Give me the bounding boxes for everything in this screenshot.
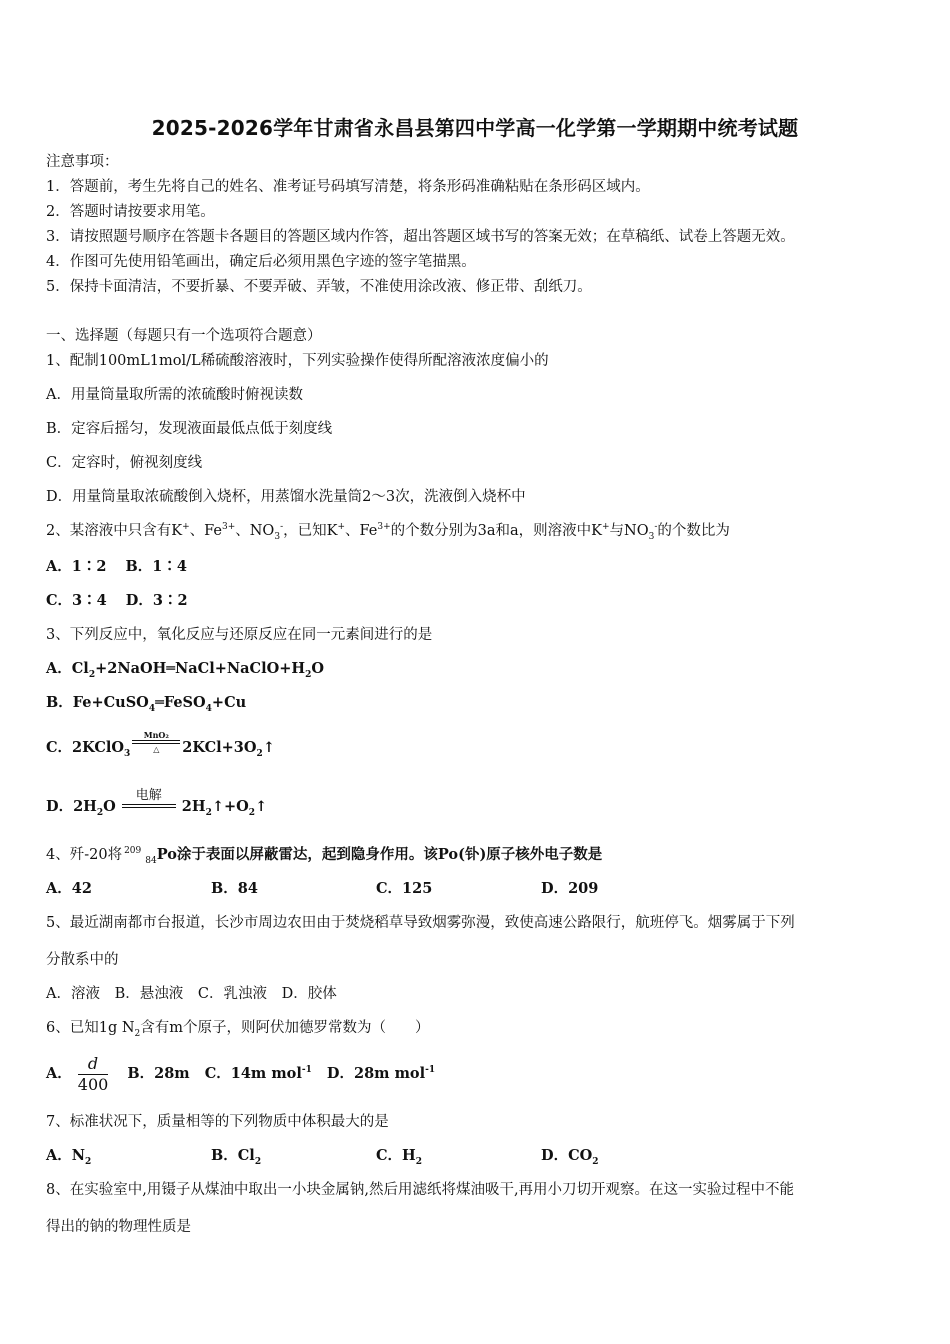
q3-d-double-line — [122, 804, 176, 808]
q2-sup-3: - — [280, 522, 284, 533]
q8-stem-line-1: 8、在实验室中,用镊子从煤油中取出一小块金属钠,然后用滤纸将煤油吸干,再用小刀切开观察。在这一实验过程中不能 — [46, 1182, 795, 1198]
q4-stem — [46, 845, 602, 865]
q2-sup-2: 3+ — [221, 522, 236, 533]
q4-option-c: C．125 — [376, 880, 433, 897]
q1-option-b: B．定容后摇匀，发现液面最低点低于刻度线 — [46, 421, 333, 437]
q6-c-sup: -1 — [301, 1065, 312, 1076]
q3-b-text-3: +Cu — [211, 694, 247, 711]
q6-text-2: 含有m个原子，则阿伏加德罗常数为（ ） — [140, 1020, 430, 1036]
q2-sup-5: 3+ — [377, 522, 391, 533]
q2-options-row-1 — [46, 557, 187, 577]
notice-item-3: 3．请按照题号顺序在答题卡各题目的答题区域内作答，超出答题区域书写的答案无效；在草稿纸、试卷上答题无效。 — [46, 229, 795, 245]
q3-option-d — [46, 788, 268, 818]
q6-sub-1: 2 — [134, 1028, 141, 1039]
q6-c-text: C．14m mol — [204, 1065, 302, 1082]
q3-stem: 3、下列反应中，氧化反应与还原反应在同一元素间进行的是 — [46, 627, 433, 643]
q7-d-sub: 2 — [592, 1156, 599, 1167]
q6-d-sup: -1 — [425, 1065, 436, 1076]
q7-c-text: C．H — [376, 1147, 416, 1164]
q4-options — [46, 879, 598, 899]
notice-item-5: 5．保持卡面清洁，不要折暴、不要弄破、弄皱，不准使用涂改液、修正带、刮纸刀。 — [46, 279, 592, 295]
q7-c-sub: 2 — [415, 1156, 423, 1167]
q1-option-c: C．定容时，俯视刻度线 — [46, 455, 203, 471]
q2-text-8: 的个数比为 — [657, 523, 730, 539]
q3-d-text-3: 2H — [181, 798, 206, 815]
q5-stem-line-2: 分散系中的 — [46, 952, 119, 968]
q3-d-text-4: ↑+O — [211, 798, 249, 815]
q3-d-text-2: O — [103, 798, 116, 815]
q3-c-text-2: 2KCl+3O — [182, 739, 257, 756]
notice-item-4: 4．作图可先使用铅笔画出，确定后必须用黑色字迹的签字笔描黑。 — [46, 254, 476, 270]
q4-option-b: B．84 — [211, 880, 258, 897]
q3-a-text-3: O — [311, 660, 324, 677]
q7-options — [46, 1146, 599, 1166]
q2-text-1: 2、某溶液中只含有K — [46, 523, 183, 539]
notice-item-2: 2．答题时请按要求用笔。 — [46, 204, 215, 220]
q3-b-text-2: ═FeSO — [155, 694, 206, 711]
q7-stem: 7、标准状况下，质量相等的下列物质中体积最大的是 — [46, 1114, 389, 1130]
q6-stem — [46, 1018, 430, 1038]
q2-text-3: 、NO — [235, 523, 275, 539]
q2-option-a: A．1∶2 — [46, 558, 107, 575]
q4-mass-number: 209 — [124, 846, 142, 857]
q3-c-catalyst: MnO₂ — [143, 730, 169, 740]
q3-c-text-1: C．2KClO — [46, 739, 125, 756]
q3-a-text-2: +2NaOH═NaCl+NaClO+H — [95, 660, 306, 677]
q4-text-2: Po涂于表面以屏蔽雷达，起到隐身作用。该Po(钋)原子核外电子数是 — [156, 846, 603, 863]
q2-text-2: 、Fe — [189, 523, 222, 539]
q6-option-a-label: A． — [46, 1065, 72, 1082]
page-title: 2025-2026学年甘肃省永昌县第四中学高一化学第一学期期中统考试题 — [151, 116, 799, 140]
q3-b-sub-2: 4 — [205, 703, 212, 714]
q2-text-7: 与NO — [609, 523, 649, 539]
q3-c-sub-2: 2 — [256, 748, 263, 759]
q3-c-text-3: ↑ — [262, 739, 275, 756]
q6-fraction-numerator: d — [87, 1053, 99, 1073]
section-heading: 一、选择题（每题只有一个选项符合题意） — [46, 328, 322, 344]
q6-fraction-denominator: 400 — [77, 1074, 109, 1094]
q2-sup-6: + — [602, 522, 610, 533]
q2-option-b: B．1∶4 — [125, 558, 187, 575]
q3-d-reaction-arrow — [122, 788, 176, 808]
q5-option-d: D．胶体 — [281, 986, 337, 1002]
q2-sub-3: 3 — [274, 531, 281, 542]
q7-a-text: A．N — [46, 1147, 86, 1164]
q1-stem: 1、配制100mL1mol/L稀硫酸溶液时，下列实验操作使得所配溶液浓度偏小的 — [46, 353, 549, 369]
q7-option-b — [211, 1146, 376, 1166]
q6-option-c — [205, 1052, 312, 1096]
q2-options-row-2 — [46, 591, 188, 611]
q6-d-text: D．28m mol — [326, 1065, 426, 1082]
q3-a-sub-2: 2 — [305, 669, 312, 680]
q3-b-sub-1: 4 — [148, 703, 156, 714]
q2-option-c: C．3∶4 — [46, 592, 107, 609]
q4-text-1: 4、歼-20将 — [46, 847, 123, 863]
q6-option-d — [327, 1052, 435, 1096]
q3-d-condition: 电解 — [135, 788, 162, 803]
q3-c-reaction-arrow — [132, 730, 180, 754]
q5-option-c: C．乳浊液 — [197, 986, 267, 1002]
q7-option-c — [376, 1146, 541, 1166]
q3-c-sub-1: 3 — [124, 748, 131, 759]
q3-d-text-1: D．2H — [46, 798, 97, 815]
q1-option-d: D．用量筒量取浓硫酸倒入烧杯，用蒸馏水洗量筒2～3次，洗液倒入烧杯中 — [46, 489, 526, 505]
q5-option-a: A．溶液 — [46, 986, 100, 1002]
q7-option-a — [46, 1146, 211, 1166]
q5-option-b: B．悬浊液 — [114, 986, 184, 1002]
q5-options — [46, 984, 337, 1004]
notice-item-1: 1．答题前，考生先将自己的姓名、准考证号码填写清楚，将条形码准确粘贴在条形码区域内。 — [46, 179, 650, 195]
q6-option-a-fraction — [78, 1054, 109, 1095]
q2-sup-4: + — [337, 522, 345, 533]
q2-sup-7: - — [654, 522, 658, 533]
q3-a-text-1: A．Cl — [46, 660, 89, 677]
q3-option-a — [46, 659, 324, 679]
q4-option-d: D．209 — [541, 880, 599, 897]
q6-text-1: 6、已知1g N — [46, 1020, 135, 1036]
q2-sup-1: + — [182, 522, 190, 533]
q8-stem-line-2: 得出的钠的物理性质是 — [46, 1219, 191, 1235]
q6-options — [46, 1052, 435, 1096]
q3-option-c — [46, 730, 275, 760]
q3-option-b — [46, 693, 246, 713]
q5-stem-line-1: 5、最近湖南都市台报道，长沙市周边农田由于焚烧稻草导致烟雾弥漫，致使高速公路限行，航班停飞。烟雾属于下列 — [46, 915, 795, 931]
q2-text-6: 的个数分别为3a和a，则溶液中K — [390, 523, 602, 539]
q6-option-b: B．28m — [127, 1065, 190, 1082]
q2-option-d: D．3∶2 — [125, 592, 188, 609]
q7-a-sub: 2 — [85, 1156, 92, 1167]
q3-d-sub-1: 2 — [96, 807, 104, 818]
q7-d-text: D．CO — [541, 1147, 593, 1164]
notice-heading: 注意事项： — [46, 154, 119, 170]
q7-option-d — [541, 1146, 599, 1166]
q4-option-a: A．42 — [46, 880, 92, 897]
q3-c-heat-symbol: △ — [153, 744, 160, 754]
q2-stem — [46, 521, 730, 541]
q3-d-sub-3: 2 — [248, 807, 256, 818]
q3-d-text-5: ↑ — [255, 798, 268, 815]
q1-option-a: A．用量筒量取所需的浓硫酸时俯视读数 — [46, 387, 303, 403]
q2-text-5: 、Fe — [345, 523, 378, 539]
q2-text-4: ，已知K — [283, 523, 338, 539]
q7-b-text: B．Cl — [211, 1147, 255, 1164]
q2-sub-7: 3 — [648, 531, 655, 542]
q3-d-sub-2: 2 — [205, 807, 212, 818]
q7-b-sub: 2 — [254, 1156, 262, 1167]
q3-a-sub-1: 2 — [88, 669, 96, 680]
q4-atomic-number: 84 — [145, 855, 157, 866]
q3-b-text-1: B．Fe+CuSO — [46, 694, 149, 711]
